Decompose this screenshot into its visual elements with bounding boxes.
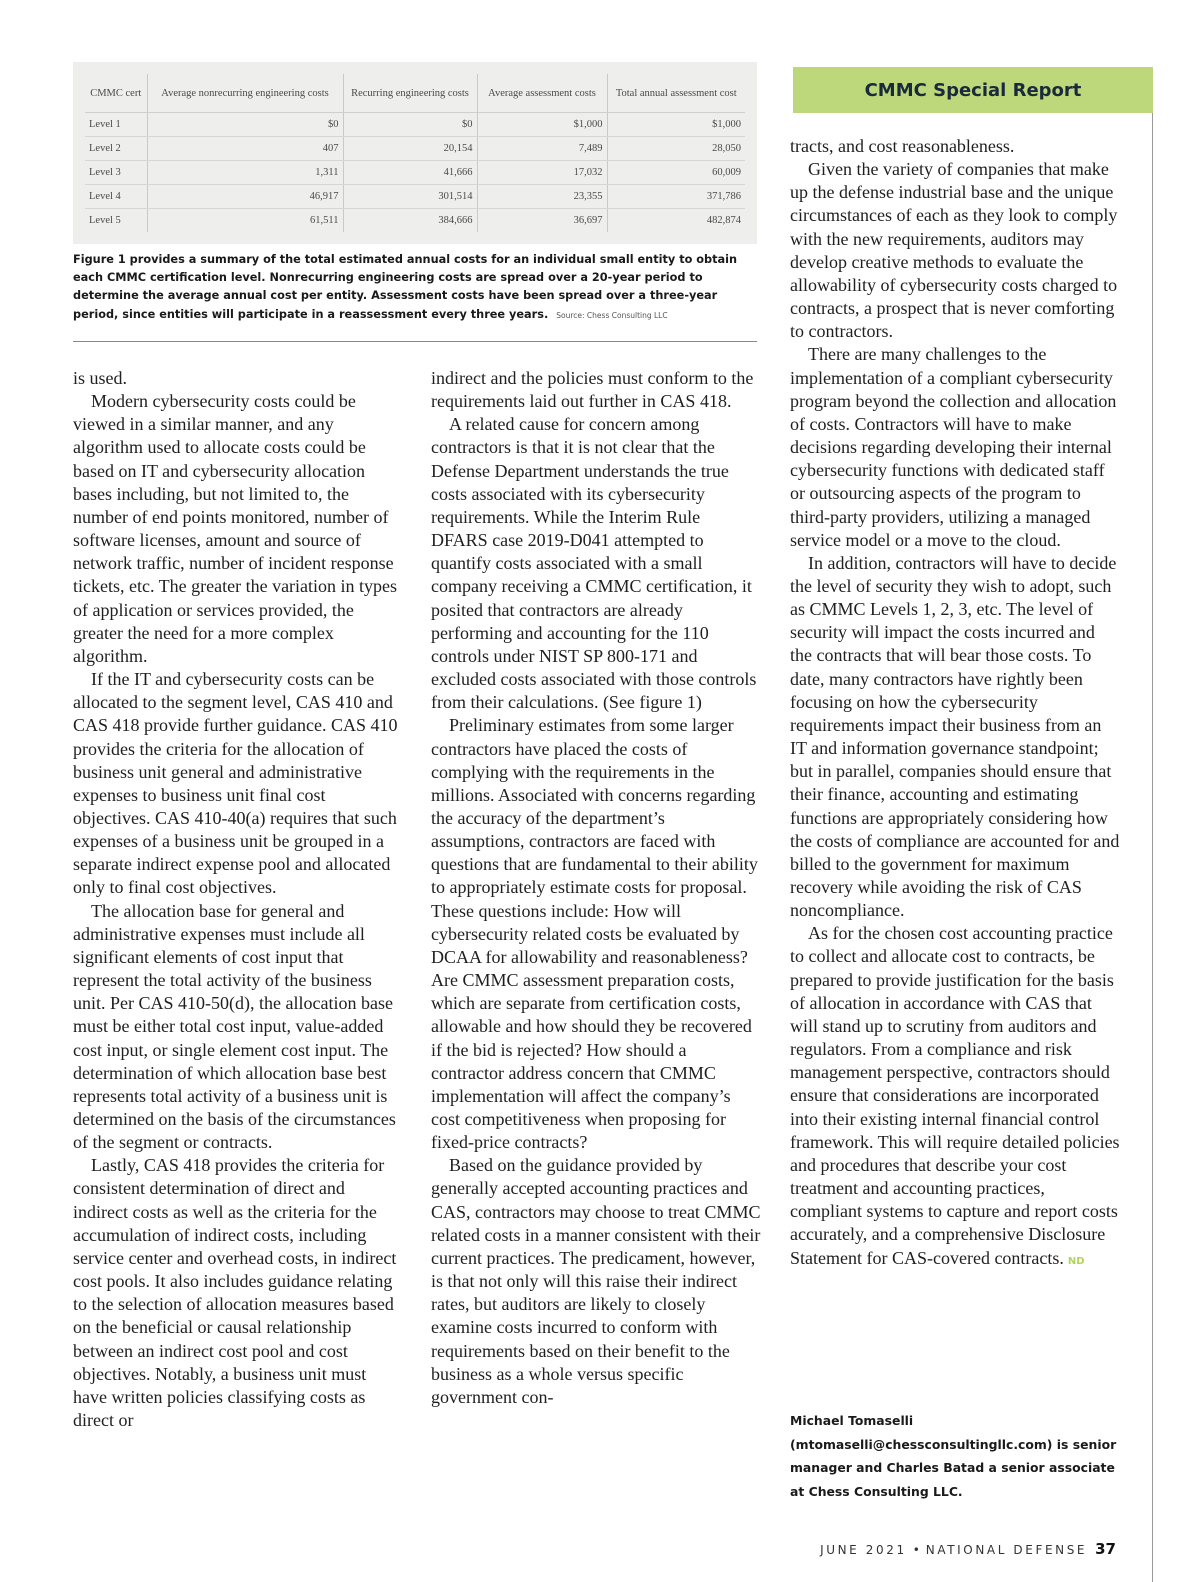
table-cell: 41,666 [343, 161, 477, 185]
table-cell: $0 [343, 113, 477, 137]
table-header: Total annual assessment cost [607, 74, 745, 113]
table-header: Average assessment costs [477, 74, 607, 113]
table-header: Average nonrecurring engineering costs [147, 74, 343, 113]
figure-caption [73, 251, 759, 325]
table-row [85, 185, 745, 209]
table-cell: Level 3 [85, 161, 147, 185]
banner-title: CMMC Special Report [864, 79, 1082, 101]
paragraph: indirect and the policies must conform to the requirements laid out further in CAS 418. [431, 368, 754, 412]
table-cell: 384,666 [343, 209, 477, 233]
paragraph: is used. [73, 368, 127, 388]
footer-date: JUNE 2021 [820, 1543, 907, 1557]
table-cell: Level 5 [89, 215, 121, 226]
table-row [85, 161, 745, 185]
table-cell: Level 2 [85, 137, 147, 161]
table-cell: Level 1 [85, 113, 147, 137]
paragraph [790, 922, 1120, 1272]
figure-table-panel [73, 62, 757, 244]
table-cell: 371,786 [607, 185, 745, 209]
side-divider [1152, 113, 1153, 1582]
body-column-2 [431, 367, 761, 1409]
table-header-row [85, 74, 745, 113]
paragraph-text: As for the chosen cost accounting practice to collect and allocate cost to contracts, be prepared to provide justification for the basis of allocation in accordance with CAS that will stand up to scrutiny from auditors and regulators. From a compliance and risk management perspective, contractors should ensure that considerations are incorporated into their existing internal financial control framework. This will require detailed policies and procedures that describe your cost treatment and accounting practices, compliant systems to capture and report costs accurately, and a comprehensive Disclosure Statement for CAS-covered contracts. [790, 923, 1120, 1268]
table-cell: $1,000 [607, 113, 745, 137]
table-header: Recurring engineering costs [343, 74, 477, 113]
paragraph: A related cause for concern among contractors is that it is not clear that the Defense Department understands the true costs associated with its cybersecurity requirements. While the Interim Rule DFARS case 2019-D041 attempted to quantify costs associated with a small company receiving a CMMC certification, it posited that contractors are already performing and accounting for the 110 controls under NIST SP 800-171 and excluded costs associated with those controls from their calculations. (See figure 1) [431, 414, 757, 713]
table-row [85, 137, 745, 161]
paragraph: In addition, contractors will have to decide the level of security they wish to adopt, such as CMMC Levels 1, 2, 3, etc. The level of security will impact the costs incurred and the contracts that will bear those costs. To date, many contractors have rightly been focusing on how the cybersecurity requirements impact their business from an IT and information governance standpoint; but in parallel, companies should ensure that their finance, accounting and estimating functions are appropriately considering how the costs of compliance are accounted for and billed to the government for maximum recovery while avoiding the risk of CAS noncompliance. [790, 552, 1120, 921]
paragraph: tracts, and cost reasonableness. [790, 136, 1015, 156]
section-banner [793, 67, 1153, 113]
author-bio: Michael Tomaselli (mtomaselli@chessconsultingllc.com) is senior manager and Charles Batad a senior associate at Chess Consulting LLC. [790, 1413, 1117, 1499]
body-column-1 [73, 367, 403, 1432]
table-cell: 20,154 [343, 137, 477, 161]
table-cell: 301,514 [343, 185, 477, 209]
table-row [85, 113, 745, 137]
figure-source: Source: Chess Consulting LLC [556, 310, 668, 320]
table-row [85, 209, 745, 233]
table-cell: 23,355 [477, 185, 607, 209]
table-cell: 407 [147, 137, 343, 161]
table-cell: 1,311 [147, 161, 343, 185]
table-cell: 60,009 [607, 161, 745, 185]
page-footer [820, 1540, 1116, 1558]
table-header: CMMC cert [85, 74, 147, 113]
paragraph: If the IT and cybersecurity costs can be allocated to the segment level, CAS 410 and CAS 418 provide further guidance. CAS 410 provides the criteria for the allocation of business unit general and administrative expenses to business unit final cost objectives. CAS 410-40(a) requires that such expenses of a business unit be grouped in a separate indirect expense pool and allocated only to final cost objectives. [73, 669, 398, 898]
table-cell: 36,697 [477, 209, 607, 233]
page-number: 37 [1095, 1540, 1116, 1558]
divider [73, 341, 757, 342]
table-cell: Level 4 [85, 185, 147, 209]
footer-publication: NATIONAL DEFENSE [925, 1543, 1088, 1557]
body-column-3 [790, 135, 1120, 1273]
paragraph: Based on the guidance provided by generally accepted accounting practices and CAS, contractors may choose to treat CMMC related costs in a manner consistent with their current practices. The predicament, however, is that not only will this raise their indirect rates, but auditors are likely to closely examine costs incurred to conform with requirements based on their benefit to the business as a whole versus specific government con- [431, 1155, 761, 1407]
table-cell: 61,511 [147, 209, 343, 233]
footer-separator: • [912, 1543, 920, 1557]
paragraph: Given the variety of companies that make up the defense industrial base and the unique circumstances of each as they look to comply with the new requirements, auditors may develop creative methods to evaluate the allowability of cybersecurity costs charged to contracts, a prospect that is never comforting to contractors. [790, 159, 1118, 342]
table-cell: 7,489 [477, 137, 607, 161]
table-cell: 482,874 [607, 209, 745, 233]
caption-text: Figure 1 provides a summary of the total estimated annual costs for an individual small entity to obtain each CMMC certification level. Nonrecurring engineering costs are spread over a 20-year period to determine the average annual cost per entity. Assessment costs have been spread over a three-year period, since entities will participate in a reassessment every three years. [73, 253, 738, 321]
paragraph: Lastly, CAS 418 provides the criteria for consistent determination of direct and indirect costs as well as the criteria for the accumulation of indirect costs, including service center and overhead costs, in indirect cost pools. It also includes guidance relating to the selection of allocation measures based on the beneficial or causal relationship between an indirect cost pool and cost objectives. Notably, a business unit must have written policies classifying costs as direct or [73, 1155, 397, 1431]
table-cell: $1,000 [477, 113, 607, 137]
paragraph: Modern cybersecurity costs could be viewed in a similar manner, and any algorithm used to allocate costs could be based on IT and cybersecurity allocation bases including, but not limited to, the number of end points monitored, number of software licenses, amount and source of network traffic, number of incident response tickets, etc. The greater the variation in types of application or services provided, the greater the need for a more complex algorithm. [73, 391, 398, 666]
table-cell: 28,050 [607, 137, 745, 161]
table-cell: 17,032 [477, 161, 607, 185]
end-mark: ND [1067, 1255, 1085, 1267]
paragraph: There are many challenges to the implementation of a compliant cybersecurity program beyond the collection and allocation of costs. Contractors will have to make decisions regarding developing their internal cybersecurity functions with dedicated staff or outsourcing aspects of the program to third-party providers, utilizing a managed service model or a move to the cloud. [790, 344, 1117, 550]
cost-table [85, 74, 745, 232]
table-cell: 46,917 [147, 185, 343, 209]
paragraph: Preliminary estimates from some larger contractors have placed the costs of complying with the requirements in the millions. Associated with concerns regarding the accuracy of the department’s assumptions, contractors are faced with questions that are fundamental to their ability to appropriately estimate costs for proposal. These questions include: How will cybersecurity related costs be evaluated by DCAA for allowability and reasonableness? Are CMMC assessment preparation costs, which are separate from certification costs, allowable and how should they be recovered if the bid is rejected? How should a contractor address concern that CMMC implementation will affect the company’s cost competitiveness when proposing for fixed-price contracts? [431, 715, 758, 1153]
table-cell: $0 [147, 113, 343, 137]
paragraph: The allocation base for general and administrative expenses must include all significant elements of cost input that represent the total activity of the business unit. Per CAS 410-50(d), the allocation base must be either total cost input, value-added cost input, or single element cost input. The determination of which allocation base best represents total activity of a business unit is determined on the basis of the circumstances of the segment or contracts. [73, 900, 396, 1153]
